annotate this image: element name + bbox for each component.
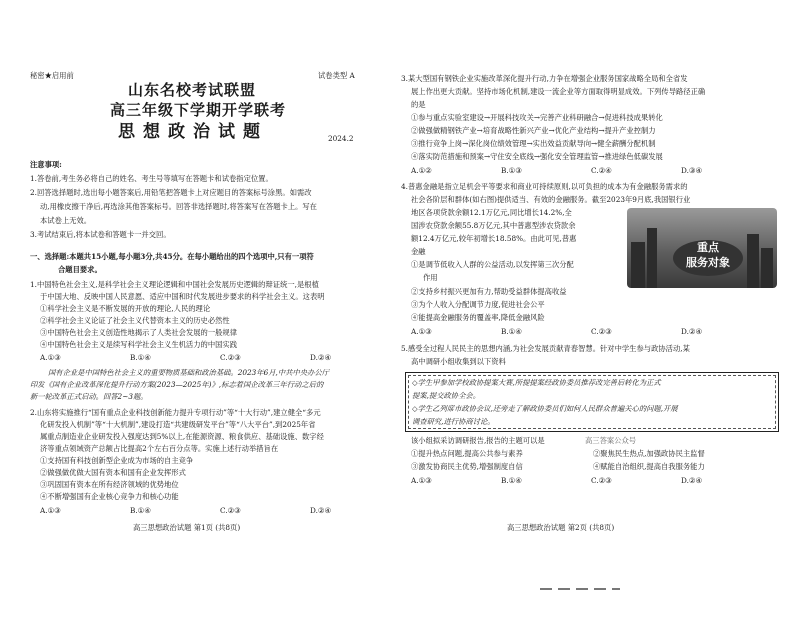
question-4-stem: 国涉农贷款余额55.8万亿元,其中普惠型涉农贷款余 [411, 221, 576, 230]
badge-line: 服务对象 [686, 256, 730, 269]
option-a: A.①③ [411, 476, 432, 485]
question-4-item: ①是调节低收入人群的公益活动,以发挥第三次分配 [411, 260, 574, 269]
page-footer: 高三思想政治试题 第2页 (共8页) [507, 523, 615, 532]
option-c: C.②③ [591, 327, 612, 336]
question-1-stem: 1.中国特色社会主义,是科学社会主义理论逻辑和中国社会发展历史逻辑的辩证统一,是根植 [30, 280, 319, 289]
watermark-text: 高三答案公众号 [585, 436, 637, 445]
material-intro: 新一轮改革正式启动。回答2~3题。 [30, 392, 148, 401]
question-2-stem: 化研发投入机制”等“十大机制”,建设打造“共建级研发平台”等“八大平台”,到2025年省 [40, 420, 316, 429]
building-shape [631, 242, 645, 288]
material-text: ◇学生乙列席市政协会议,还旁走了解政协委员们如何人民群众普遍关心的问题,开展 [412, 404, 678, 413]
material-box [405, 372, 779, 432]
option-d: D.②④ [681, 476, 702, 485]
option-d: D.③④ [681, 166, 702, 175]
question-1-stem: 于中国大地、反映中国人民意愿、适应中国和时代发展进步要求的科学社会主义。这表明 [40, 292, 325, 301]
question-5-options [411, 476, 702, 486]
question-3-item: ①参与重点实验室建设→开展科技攻关→完善产业科研融合→促进科技成果转化 [411, 113, 663, 122]
question-2-item: ④不断增强国有企业核心竞争力和核心功能 [40, 492, 179, 501]
question-1-item: ①科学社会主义是不断发展的开放的理论,人民的理论 [40, 304, 211, 313]
option-b: B.①④ [130, 506, 151, 515]
question-3-stem: 展上作出更大贡献。坚持市场化机制,建设一流企业等方面取得明显成效。下列传导路径正确 [411, 87, 706, 96]
building-shape [647, 228, 657, 288]
scan-artifact [540, 588, 620, 590]
option-b: B.①④ [501, 327, 522, 336]
option-c: C.②④ [591, 166, 612, 175]
option-d: D.②④ [310, 506, 331, 515]
option-a: A.①③ [411, 327, 432, 336]
question-5-stem: 5.感受全过程人民民主的思想内涵,为社会发展贡献青春智慧。针对中学生参与政协活动,某 [401, 344, 690, 353]
notice-line: 1.答卷前,考生务必将自己的姓名、考生号等填写在答题卡和试卷指定位置。 [30, 174, 273, 183]
question-4-item: ③为个人收入分配调节力度,促进社会公平 [411, 300, 545, 309]
material-text: 调查研究,进行协商讨论。 [412, 417, 495, 426]
title-exam: 高三年级下学期开学联考 [110, 101, 287, 119]
question-4-stem: 4.普惠金融是指立足机会平等要求和商业可持续原则,以可负担的成本为有金融服务需求的 [401, 182, 688, 191]
question-5-item: ②聚焦民生热点,加强政协民主监督 [593, 449, 705, 458]
left-page [18, 60, 403, 620]
question-1-item: ④中国特色社会主义是续写科学社会主义生机活力的中国实践 [40, 340, 238, 349]
question-4-item: 作用 [423, 273, 438, 282]
material-intro: 国有企业是中国特色社会主义的重要物质基础和政治基础。2023年6月,中共中央办公厅 [48, 368, 329, 377]
badge-line: 重点 [697, 241, 719, 254]
question-1-options [40, 353, 331, 363]
question-5-item: ①提升热点问题,提高公共参与素养 [411, 449, 523, 458]
section-title: 一、选择题:本题共15小题,每小题3分,共45分。在每小题给出的四个选项中,只有一项符 [30, 252, 314, 261]
question-1-item: ②科学社会主义论证了社会主义代替资本主义的历史必然性 [40, 316, 230, 325]
question-3-stem: 3.某大型国有钢铁企业实施改革深化提升行动,力争在增强企业服务国家战略全局和全省发 [401, 74, 688, 83]
question-3-item: ③推行竞争上岗→深化岗位绩效管理→实出效益贡献导向→健全薪酬分配机制 [411, 139, 656, 148]
page-footer: 高三思想政治试题 第1页 (共8页) [133, 523, 241, 532]
right-page [397, 60, 782, 620]
question-5-item: ③激发协商民主优势,增强制度自信 [411, 462, 523, 471]
question-2-stem: 济等重点领域资产总额占比提高2个左右百分点等。实施上述行动举措旨在 [40, 444, 279, 453]
question-5-prompt: 该小组拟采访调研报告,报告的主题可以是 [411, 436, 545, 445]
building-shape [747, 234, 759, 288]
material-text: ◇学生甲参加学校政协提案大赛,所提提案经政协委员推荐改完善后转化为正式 [412, 378, 661, 387]
section-title: 合题目要求。 [58, 265, 102, 274]
building-shape [761, 248, 773, 288]
question-4-stem: 社会各阶层和群体(如右图)提供适当、有效的金融服务。截至2023年9月底,我国银行业 [411, 195, 691, 204]
question-4-stem: 地区各项贷款余额12.1万亿元,同比增长14.2%,全 [411, 208, 572, 217]
option-d: D.②④ [681, 327, 702, 336]
option-b: B.①③ [501, 166, 522, 175]
notice-line: 3.考试结束后,将本试卷和答题卡一并交回。 [30, 230, 171, 239]
image-badge [673, 240, 743, 276]
notice-line: 本试卷上无效。 [40, 216, 92, 225]
question-3-options [411, 166, 702, 176]
paper-type-label: 试卷类型 A [318, 71, 355, 80]
question-1-item: ③中国特色社会主义创造性地揭示了人类社会发展的一般规律 [40, 328, 238, 337]
material-intro: 印发《国有企业改革深化提升行动方案(2023—2025年)》,标志着国企改革三年行动之后的 [30, 380, 324, 389]
notice-line: 动,用橡皮擦干净后,再选涂其他答案标号。回答非选择题时,将答案写在答题卡上。写在 [40, 202, 317, 211]
exam-date: 2024.2 [328, 134, 354, 143]
question-4-options [411, 327, 702, 337]
question-4-stem: 金融 [411, 247, 426, 256]
option-c: C.②③ [591, 476, 612, 485]
option-a: A.①③ [40, 353, 61, 362]
title-subject: 思想政治试题 [118, 122, 268, 142]
question-4-stem: 额12.4万亿元,较年初增长18.58%。由此可见,普惠 [411, 234, 577, 243]
question-3-stem: 的是 [411, 100, 426, 109]
secret-label: 秘密★启用前 [30, 71, 74, 80]
option-a: A.①② [411, 166, 432, 175]
question-2-item: ③巩固国有资本在所有经济领域的优势地位 [40, 480, 179, 489]
option-d: D.②④ [310, 353, 331, 362]
question-4-item: ④能提高金融服务的覆盖率,降低金融风险 [411, 313, 545, 322]
service-targets-image [627, 208, 777, 288]
question-3-item: ④落实防范措施和预案→守住安全底线→强化安全管理监管→推进绿色低碳发展 [411, 152, 663, 161]
question-4-item: ②支持乡村振兴更加有力,帮助受益群体提高收益 [411, 287, 567, 296]
question-3-item: ②做强做精钢铁产业→培育战略性新兴产业→优化产业结构→提升产业控制力 [411, 126, 656, 135]
question-2-item: ①支持国有科技创新型企业成为市场的自主竞争 [40, 456, 194, 465]
question-5-stem: 高中调研小组收集到以下资料 [411, 357, 506, 366]
notice-line: 2.回答选择题时,选出每小题答案后,用铅笔把答题卡上对应题目的答案标号涂黑。如需改 [30, 188, 312, 197]
option-c: C.②③ [220, 353, 241, 362]
notice-title: 注意事项: [30, 160, 62, 169]
question-2-stem: 2.山东将实施推行“国有重点企业科技创新能力提升专项行动”等“十大行动”,建立健全“多元 [30, 408, 321, 417]
option-a: A.①③ [40, 506, 61, 515]
option-b: B.①④ [130, 353, 151, 362]
question-2-stem: 属重点制造业企业研发投入强度达到5%以上,在能源资源、粮食供应、基础设施、数字经 [40, 432, 324, 441]
question-2-item: ②做强做优做大国有资本和国有企业发挥形式 [40, 468, 186, 477]
option-c: C.②③ [220, 506, 241, 515]
material-text: 提案,提交政协全会。 [412, 391, 480, 400]
option-b: B.①④ [501, 476, 522, 485]
question-5-item: ④赋能自治组织,提高自我服务能力 [593, 462, 705, 471]
question-2-options [40, 506, 331, 516]
title-alliance: 山东名校考试联盟 [128, 81, 257, 99]
